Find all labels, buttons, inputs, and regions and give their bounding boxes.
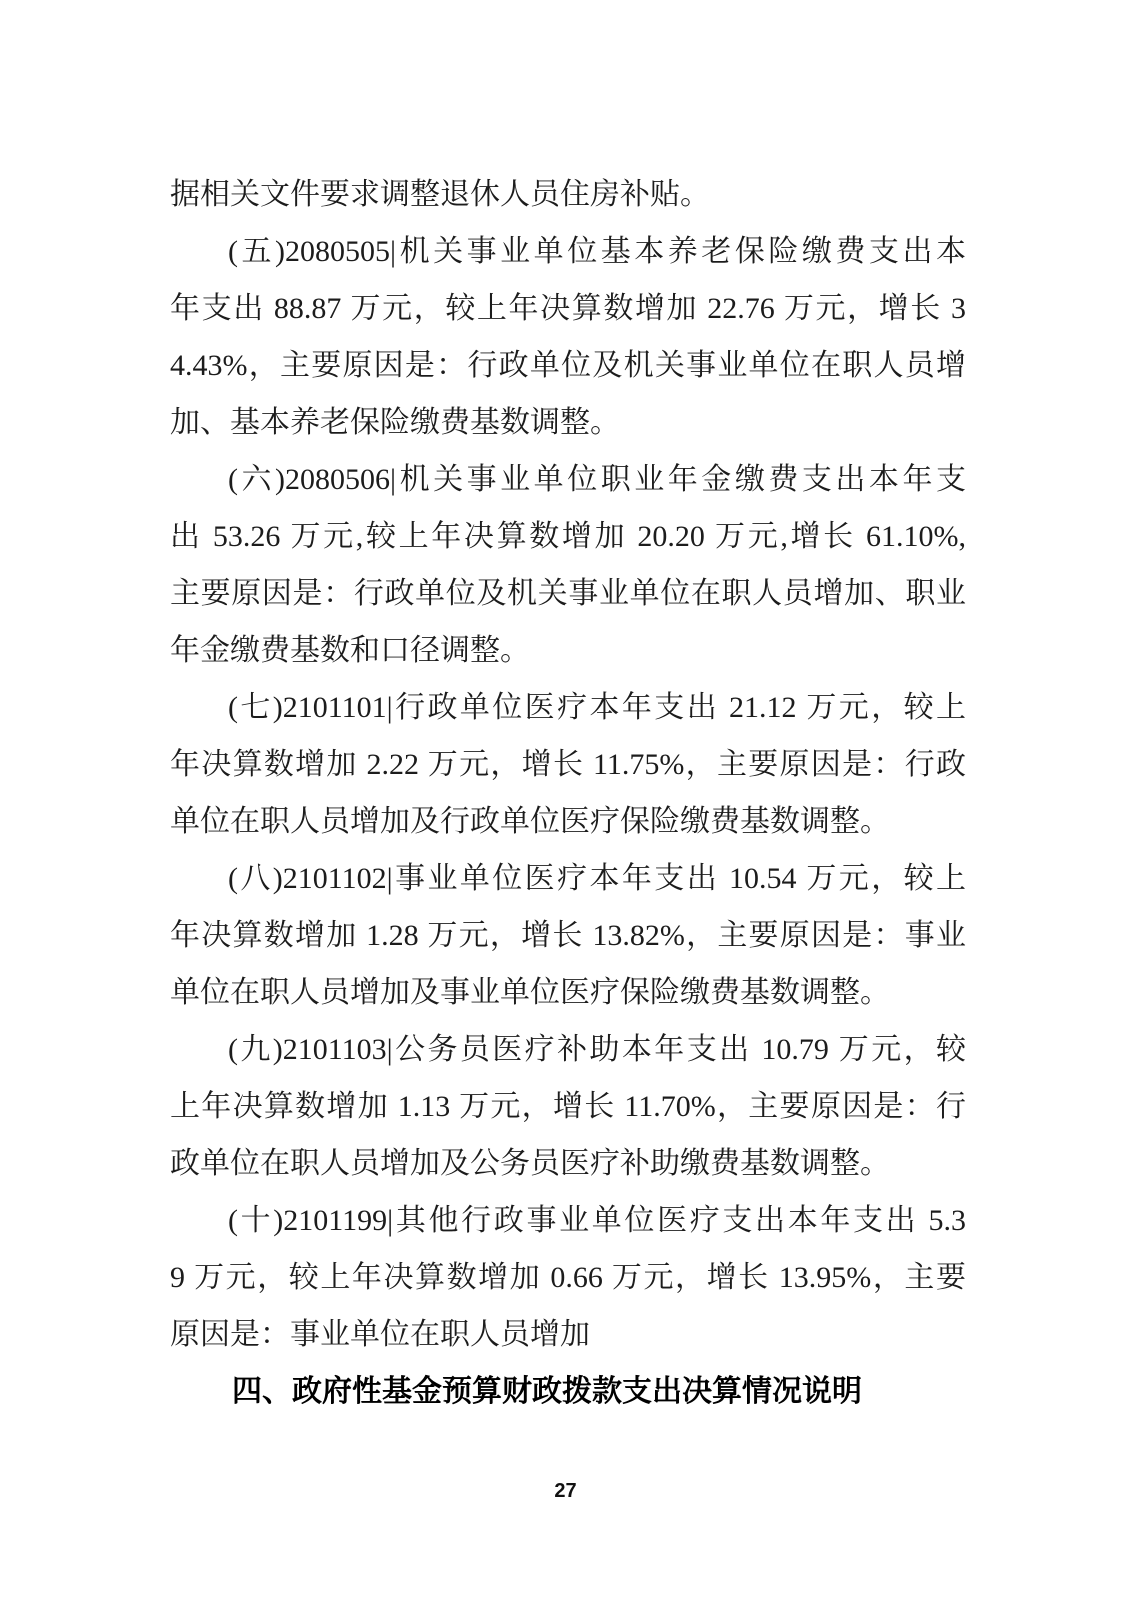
paragraph-line: (十)2101199|其他行政事业单位医疗支出本年支出 5.3 [228, 1204, 966, 1237]
paragraph-line: (五)2080505|机关事业单位基本养老保险缴费支出本 [228, 235, 966, 268]
paragraph-line: 出 53.26 万元,较上年决算数增加 20.20 万元,增长 61.10%, [170, 520, 966, 553]
paragraph-line: 上年决算数增加 1.13 万元，增长 11.70%，主要原因是：行 [170, 1090, 966, 1123]
paragraph-line: 年支出 88.87 万元，较上年决算数增加 22.76 万元，增长 3 [170, 292, 966, 325]
paragraph-line: 加、基本养老保险缴费基数调整。 [170, 406, 620, 439]
paragraph-line: 年决算数增加 2.22 万元，增长 11.75%，主要原因是：行政 [170, 748, 966, 781]
page-number: 27 [554, 1480, 577, 1502]
paragraph-line: (九)2101103|公务员医疗补助本年支出 10.79 万元，较 [228, 1033, 966, 1066]
paragraph-line: (六)2080506|机关事业单位职业年金缴费支出本年支 [228, 463, 966, 496]
section-heading: 四、政府性基金预算财政拨款支出决算情况说明 [232, 1375, 862, 1408]
paragraph-line: 原因是：事业单位在职人员增加 [170, 1318, 590, 1351]
paragraph-line: 据相关文件要求调整退休人员住房补贴。 [170, 178, 710, 211]
paragraph-line: 4.43%，主要原因是：行政单位及机关事业单位在职人员增 [170, 349, 966, 382]
body-text-block [170, 166, 966, 1420]
paragraph-line: 主要原因是：行政单位及机关事业单位在职人员增加、职业 [170, 577, 966, 610]
paragraph-line: 单位在职人员增加及事业单位医疗保险缴费基数调整。 [170, 976, 890, 1009]
paragraph-line: (七)2101101|行政单位医疗本年支出 21.12 万元，较上 [228, 691, 966, 724]
paragraph-line: 年决算数增加 1.28 万元，增长 13.82%，主要原因是：事业 [170, 919, 966, 952]
paragraph-line: 单位在职人员增加及行政单位医疗保险缴费基数调整。 [170, 805, 890, 838]
paragraph-line: 年金缴费基数和口径调整。 [170, 634, 530, 667]
paragraph-line: (八)2101102|事业单位医疗本年支出 10.54 万元，较上 [228, 862, 966, 895]
paragraph-line: 9 万元，较上年决算数增加 0.66 万元，增长 13.95%，主要 [170, 1261, 966, 1294]
page-footer [0, 1480, 1131, 1503]
paragraph-line: 政单位在职人员增加及公务员医疗补助缴费基数调整。 [170, 1147, 890, 1180]
